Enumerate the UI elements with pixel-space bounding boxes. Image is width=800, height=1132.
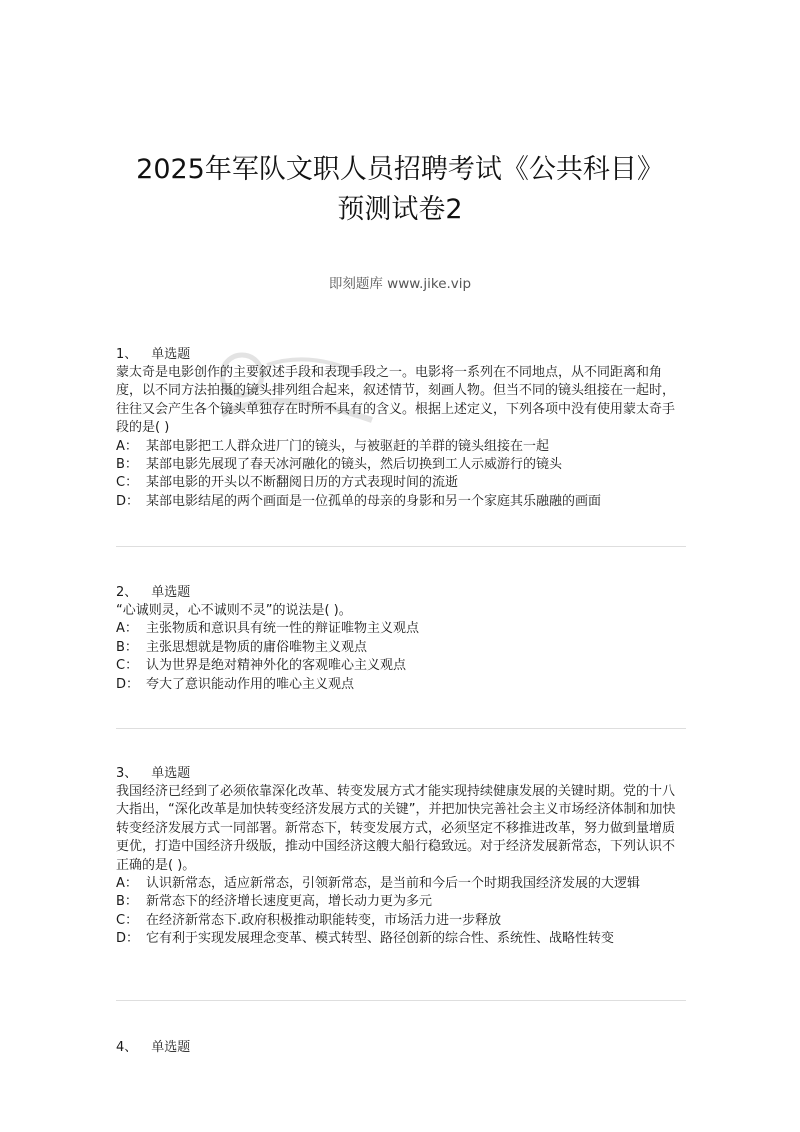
title-line-1: 2025年军队文职人员招聘考试《公共科目》 bbox=[136, 154, 664, 185]
option-a[interactable] bbox=[116, 875, 686, 893]
option-text: 某部电影先展现了春天冰河融化的镜头，然后切换到工人示威游行的镜头 bbox=[146, 457, 563, 473]
option-letter: C： bbox=[116, 658, 139, 674]
question-type: 单选题 bbox=[151, 766, 191, 781]
question-number: 2、 bbox=[116, 585, 138, 600]
option-b[interactable] bbox=[116, 893, 686, 911]
question-header bbox=[116, 1038, 686, 1057]
question-number: 4、 bbox=[116, 1040, 138, 1055]
option-letter: B： bbox=[116, 457, 138, 473]
question-1 bbox=[116, 345, 686, 511]
question-divider bbox=[116, 1000, 686, 1001]
option-d[interactable] bbox=[116, 676, 686, 694]
option-letter: C： bbox=[116, 912, 139, 928]
option-d[interactable] bbox=[116, 493, 686, 511]
question-type: 单选题 bbox=[151, 585, 191, 600]
option-c[interactable] bbox=[116, 912, 686, 930]
page-title bbox=[60, 150, 740, 230]
option-letter: D： bbox=[116, 931, 140, 947]
question-type: 单选题 bbox=[151, 1040, 191, 1055]
option-text: 主张物质和意识具有统一性的辩证唯物主义观点 bbox=[146, 621, 420, 637]
source-line: 即刻题库 www.jike.vip bbox=[328, 276, 472, 292]
question-number: 3、 bbox=[116, 766, 138, 781]
question-3 bbox=[116, 764, 686, 949]
option-text: 某部电影的开头以不断翻阅日历的方式表现时间的流逝 bbox=[146, 475, 459, 491]
option-letter: D： bbox=[116, 676, 140, 692]
option-text: 某部电影把工人群众进厂门的镜头，与被驱赶的羊群的镜头组接在一起 bbox=[146, 438, 550, 454]
question-stem: 我国经济已经到了必须依靠深化改革、转变发展方式才能实现持续健康发展的关键时期。党的十八大指出，“深化改革是加快转变经济发展方式的关键”，并把加快完善社会主义市场经济体制和加快转变经济发展方式一同部署。新常态下，转变发展方式，必须坚定不移推进改革，努力做到量增质更优，打造中国经济升级版，推动中国经济这艘大船行稳致远。对于经济发展新常态，下列认识不正确的是( )。 bbox=[116, 784, 676, 873]
question-type: 单选题 bbox=[151, 347, 191, 362]
option-c[interactable] bbox=[116, 657, 686, 675]
option-letter: B： bbox=[116, 639, 138, 655]
option-d[interactable] bbox=[116, 930, 686, 948]
option-text: 某部电影结尾的两个画面是一位孤单的母亲的身影和另一个家庭其乐融融的画面 bbox=[146, 493, 602, 509]
option-letter: B： bbox=[116, 894, 138, 910]
question-stem: “心诚则灵，心不诚则不灵”的说法是( )。 bbox=[116, 603, 352, 618]
option-text: 认识新常态，适应新常态，引领新常态，是当前和今后一个时期我国经济发展的大逻辑 bbox=[146, 876, 641, 892]
question-header bbox=[116, 345, 686, 364]
title-line-2: 预测试卷2 bbox=[337, 194, 463, 225]
option-text: 夸大了意识能动作用的唯心主义观点 bbox=[146, 676, 355, 692]
option-text: 在经济新常态下.政府积极推动职能转变，市场活力进一步释放 bbox=[146, 912, 502, 928]
option-letter: D： bbox=[116, 493, 140, 509]
question-stem: 蒙太奇是电影创作的主要叙述手段和表现手段之一。电影将一系列在不同地点，从不同距离和角度，以不同方法拍摄的镜头排列组合起来，叙述情节，刻画人物。但当不同的镜头组接在一起时，往往又会产生各个镜头单独存在时所不具有的含义。根据上述定义，下列各项中没有使用蒙太奇手段的是( ) bbox=[116, 365, 676, 436]
question-4 bbox=[116, 1038, 686, 1057]
option-text: 主张思想就是物质的庸俗唯物主义观点 bbox=[146, 639, 368, 655]
option-a[interactable] bbox=[116, 620, 686, 638]
question-number: 1、 bbox=[116, 347, 138, 362]
option-text: 它有利于实现发展理念变革、模式转型、路径创新的综合性、系统性、战略性转变 bbox=[146, 931, 615, 947]
option-b[interactable] bbox=[116, 456, 686, 474]
question-2 bbox=[116, 583, 686, 694]
option-letter: A： bbox=[116, 438, 138, 454]
option-b[interactable] bbox=[116, 639, 686, 657]
question-divider bbox=[116, 546, 686, 547]
option-text: 认为世界是绝对精神外化的客观唯心主义观点 bbox=[146, 658, 407, 674]
option-c[interactable] bbox=[116, 474, 686, 492]
question-divider bbox=[116, 728, 686, 729]
option-a[interactable] bbox=[116, 438, 686, 456]
question-header bbox=[116, 583, 686, 602]
option-text: 新常态下的经济增长速度更高，增长动力更为多元 bbox=[146, 894, 433, 910]
option-letter: A： bbox=[116, 621, 138, 637]
option-letter: A： bbox=[116, 876, 138, 892]
question-header bbox=[116, 764, 686, 783]
option-letter: C： bbox=[116, 475, 139, 491]
